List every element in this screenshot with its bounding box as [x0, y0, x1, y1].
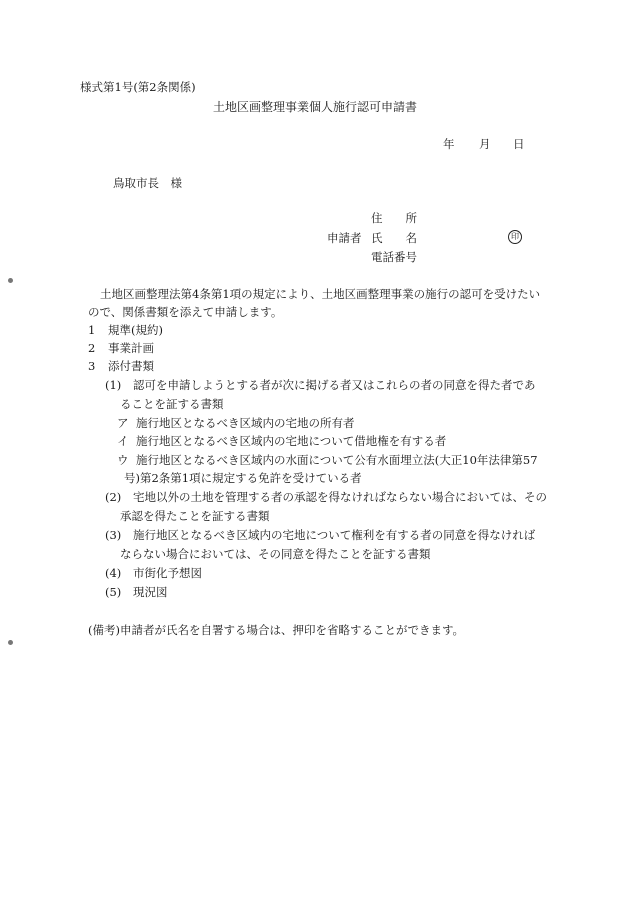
binding-hole-top	[8, 278, 13, 283]
date-month: 月	[479, 137, 491, 151]
sub-item-a-text: 施行地区となるべき区域内の宅地の所有者	[136, 416, 355, 430]
sub-item-i-text: 施行地区となるべき区域内の宅地について借地権を有する者	[136, 434, 447, 448]
addressee: 鳥取市長 様	[113, 176, 182, 190]
attachment-2-line1: 宅地以外の土地を管理する者の承認を得なければならない場合においては、その	[133, 490, 547, 504]
sub-item-u-line1: 施行地区となるべき区域内の水面について公有水面埋立法(大正10年法律第57	[136, 453, 538, 467]
attachment-1-line2: ることを証する書類	[120, 397, 224, 411]
attachment-3-number: (3)	[105, 528, 122, 542]
item-2-text: 事業計画	[108, 341, 154, 355]
attachment-2-number: (2)	[105, 490, 122, 504]
body-text-line2: ので、関係書類を添えて申請します。	[88, 305, 283, 319]
attachment-4-text: 市街化予想図	[133, 566, 202, 580]
item-3-text: 添付書類	[108, 359, 154, 373]
attachment-5-number: (5)	[105, 585, 122, 599]
phone-label: 電話番号	[371, 250, 417, 264]
attachment-3-line1: 施行地区となるべき区域内の宅地について権利を有する者の同意を得なければ	[133, 528, 536, 542]
body-text-line1: 土地区画整理法第4条第1項の規定により、土地区画整理事業の施行の認可を受けたい	[100, 287, 541, 301]
item-2-number: 2	[88, 341, 96, 355]
item-1-text: 規準(規約)	[108, 323, 163, 337]
item-1-number: 1	[88, 323, 96, 337]
date-year: 年	[443, 137, 455, 151]
attachment-3-line2: ならない場合においては、その同意を得たことを証する書類	[120, 547, 431, 561]
remarks: (備考)申請者が氏名を自署する場合は、押印を省略することができます。	[88, 623, 465, 637]
attachment-2-line2: 承認を得たことを証する書類	[120, 509, 270, 523]
sub-item-u-mark: ウ	[117, 453, 129, 467]
seal-mark: 印	[508, 230, 522, 244]
name-label: 氏 名	[371, 231, 417, 245]
applicant-label: 申請者	[327, 231, 362, 245]
address-label: 住 所	[371, 211, 417, 225]
item-3-number: 3	[88, 359, 96, 373]
form-number: 様式第1号(第2条関係)	[80, 80, 196, 94]
binding-hole-bottom	[8, 640, 13, 645]
sub-item-a-mark: ア	[117, 416, 129, 430]
attachment-1-line1: 認可を申請しようとする者が次に掲げる者又はこれらの者の同意を得た者であ	[133, 378, 536, 392]
document-title: 土地区画整理事業個人施行認可申請書	[212, 100, 417, 114]
sub-item-i-mark: イ	[117, 434, 129, 448]
sub-item-u-line2: 号)第2条第1項に規定する免許を受けている者	[124, 471, 362, 485]
date-day: 日	[513, 137, 525, 151]
attachment-1-number: (1)	[105, 378, 122, 392]
attachment-5-text: 現況図	[133, 585, 168, 599]
attachment-4-number: (4)	[105, 566, 122, 580]
